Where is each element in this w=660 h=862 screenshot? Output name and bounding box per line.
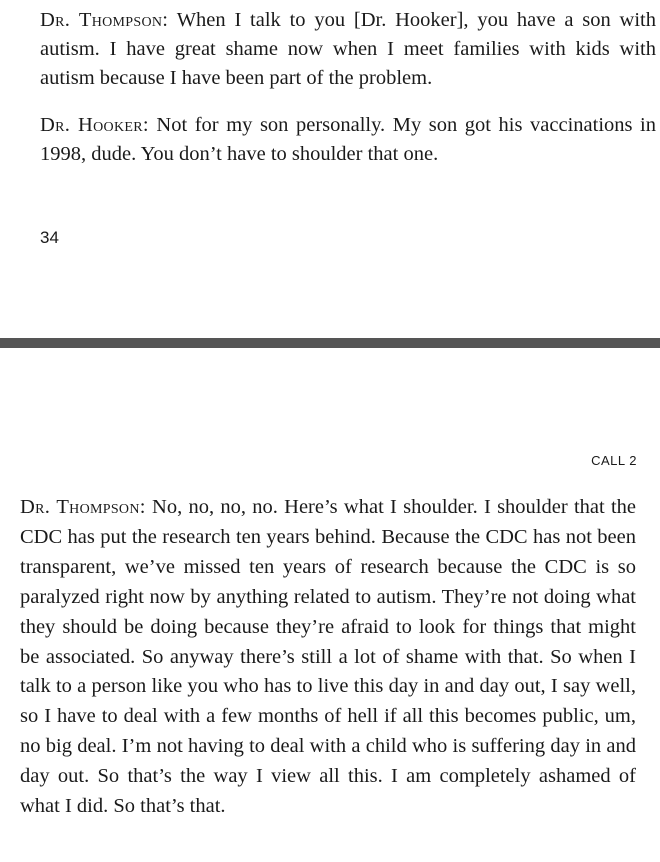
top-page	[0, 0, 660, 338]
page-number: 34	[40, 228, 59, 247]
dialogue-paragraph	[40, 6, 656, 93]
bottom-page	[0, 348, 660, 862]
dialogue-paragraph	[20, 493, 636, 822]
speaker-label: Dr. Hooker:	[40, 114, 149, 136]
speaker-label: Dr. Thompson:	[40, 9, 169, 31]
running-head: CALL 2	[591, 453, 637, 468]
dialogue-text: No, no, no, no. Here’s what I shoulder. I shoulder that the CDC has put the research ten years behind. Because the CDC has not been transparent, we’ve missed ten years of research because the CDC is so paralyzed right now by anything related to autism. They’re not doing what they should be doing because they’re afraid to look for things that might be associated. So anyway there’s still a lot of shame with that. So when I talk to a person like you who has to live this day in and day out, I say well, so I have to deal with a few months of hell if all this becomes public, um, no big deal. I’m not having to deal with a child who is suffering day in and day out. So that’s the way I view all this. I am completely ashamed of what I did. So that’s that.	[20, 496, 637, 818]
dialogue-text: Not for my son personally. My son got his vaccinations in 1998, dude. You don’t have to shoulder that one.	[40, 114, 657, 165]
page-divider	[0, 338, 660, 348]
speaker-label: Dr. Thompson:	[20, 496, 146, 518]
dialogue-paragraph	[40, 111, 656, 169]
dialogue-text: When I talk to you [Dr. Hooker], you have a son with autism. I have great shame now when I meet families with kids with autism because I have been part of the problem.	[40, 9, 656, 89]
